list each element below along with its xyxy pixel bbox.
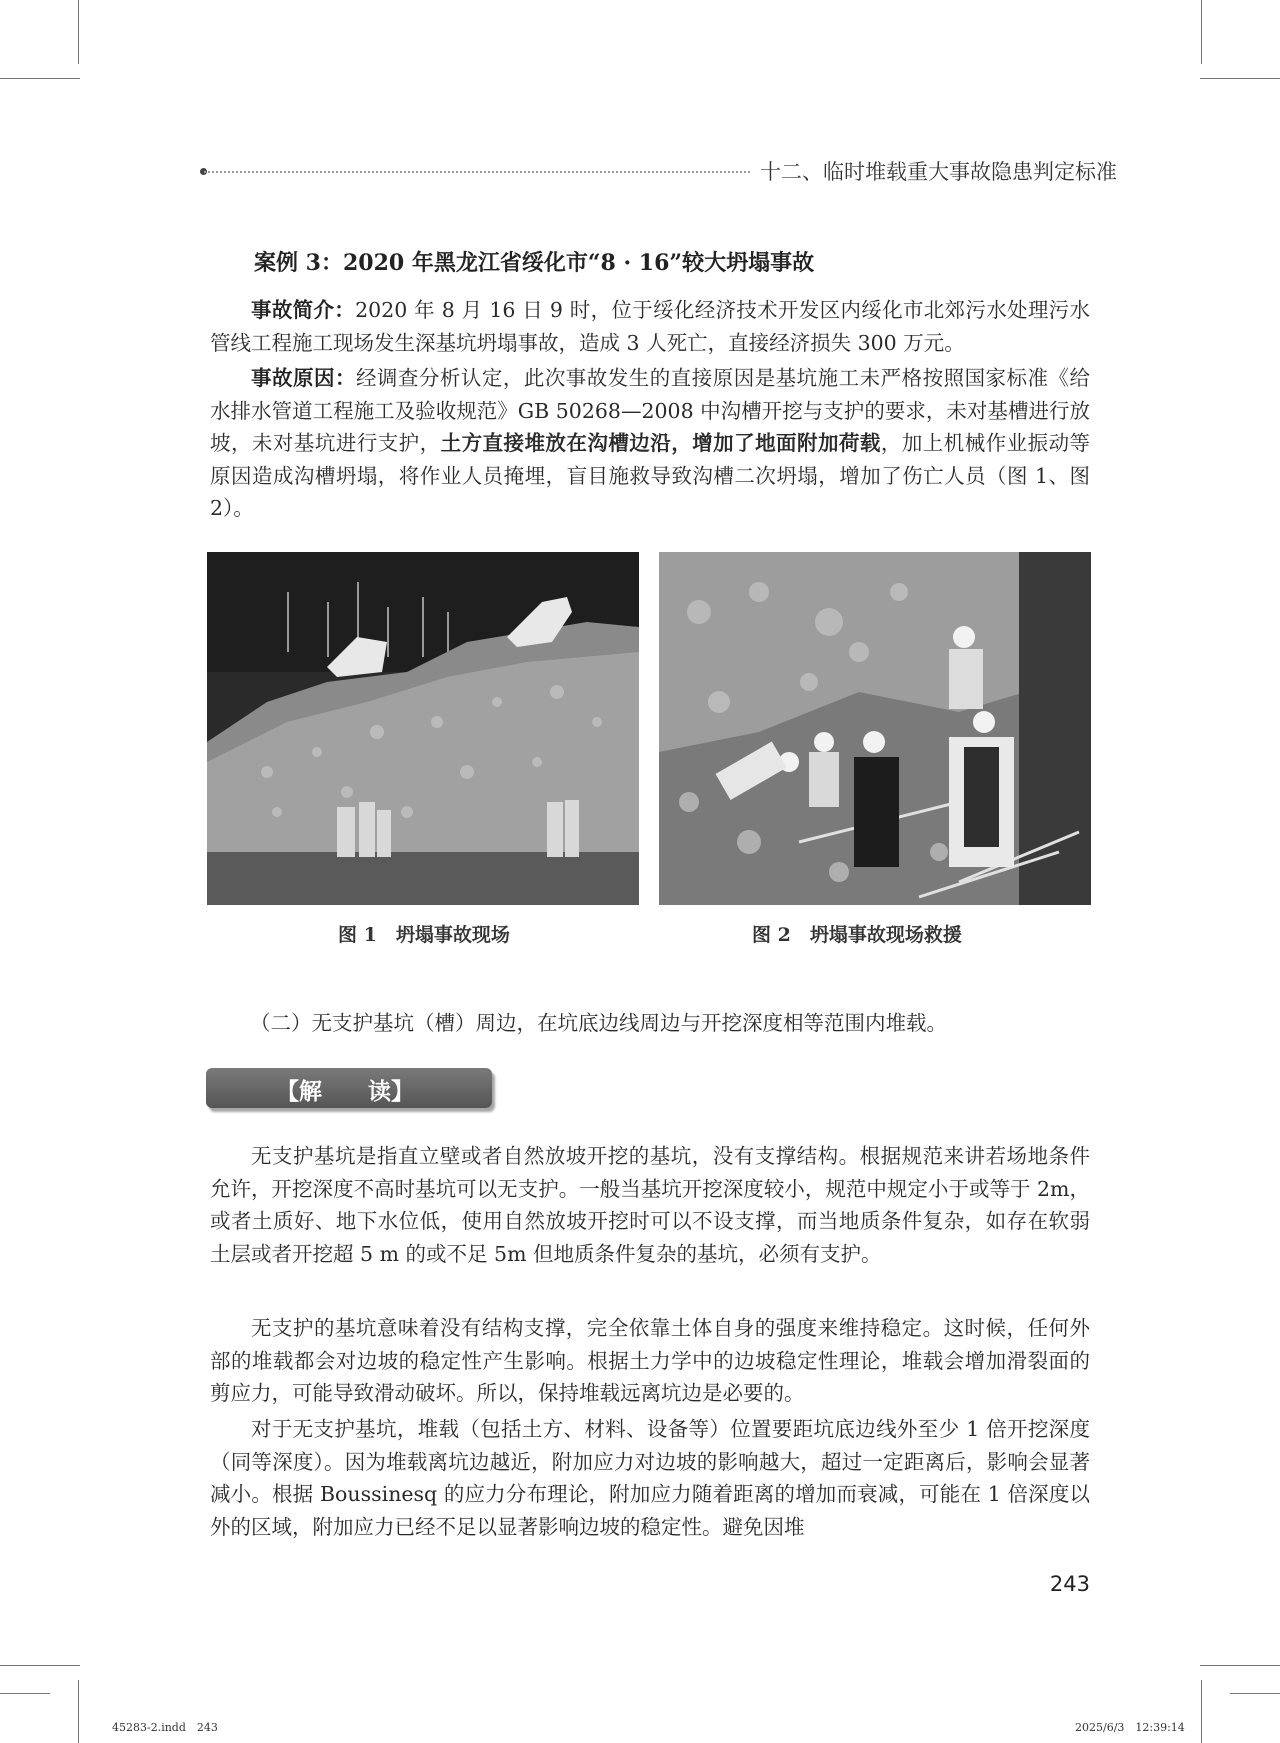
crop-mark (1230, 1693, 1280, 1694)
interpretation-banner (206, 1068, 492, 1108)
case-title: 案例 3：2020 年黑龙江省绥化市“8 · 16”较大坍塌事故 (254, 250, 815, 276)
page-number: 243 (1049, 1572, 1090, 1596)
summary-label: 事故简介： (251, 298, 356, 322)
crop-mark (1201, 0, 1202, 64)
figure-1-photo (207, 552, 639, 905)
case-cause (210, 362, 1090, 525)
cause-text: 经调查分析认定，此次事故发生的直接原因是基坑施工未严格按照国家标准《给水排水管道工程施工及验收规范》GB 50268—2008 中沟槽开挖与支护的要求，未对基槽进行放坡，未对基坑进行支护， (210, 366, 1090, 455)
case-summary (210, 294, 1090, 359)
cause-label: 事故原因： (251, 366, 356, 390)
banner-label: 【解 读】 (276, 1078, 414, 1105)
crop-mark (78, 1680, 79, 1743)
crop-mark (0, 78, 80, 79)
figure-1-caption: 图 1 坍塌事故现场 (338, 924, 510, 946)
crop-mark (0, 1693, 50, 1694)
crop-mark (1200, 1665, 1280, 1666)
cause-text: ，加上机械作业振动等原因造成沟槽坍塌，将作业人员掩埋，盲目施救导致沟槽二次坍塌，增加了伤亡人员（图 1、图 2）。 (210, 431, 1091, 520)
header-rule (204, 171, 750, 173)
body-paragraph: 无支护基坑是指直立壁或者自然放坡开挖的基坑，没有支撑结构。根据规范来讲若场地条件允许，开挖深度不高时基坑可以无支护。一般当基坑开挖深度较小，规范中规定小于或等于 2m，或者土质好、地下水位低，使用自然放坡开挖时可以不设支撑，而当地质条件复杂，如存在软弱土层或者开挖超 5 m 的或不足 5m 但地质条件复杂的基坑，必须有支护。 (210, 1144, 1090, 1266)
cause-separator: ， (671, 431, 693, 455)
footer-timestamp: 2025/6/3 12:39:14 (1075, 1721, 1185, 1734)
cause-emphasis: 增加了地面附加荷载 (692, 431, 881, 455)
body-paragraph: 对于无支护基坑，堆载（包括土方、材料、设备等）位置要距坑底边线外至少 1 倍开挖深度（同等深度）。因为堆载离坑边越近，附加应力对边坡的影响越大，超过一定距离后，影响会显著减小。根据 Boussinesq 的应力分布理论，附加应力随着距离的增加而衰减，可能在 1 倍深度以外的区域，附加应力已经不足以显著影响边坡的稳定性。避免因堆 (210, 1417, 1090, 1539)
crop-mark (1200, 78, 1280, 79)
figure-2-caption: 图 2 坍塌事故现场救援 (752, 924, 962, 946)
summary-text: 2020 年 8 月 16 日 9 时，位于绥化经济技术开发区内绥化市北郊污水处理污水管线工程施工现场发生深基坑坍塌事故，造成 3 人死亡，直接经济损失 300 万元。 (210, 298, 1090, 355)
crop-mark (1201, 1680, 1202, 1743)
crop-mark (0, 1665, 80, 1666)
running-header: 十二、临时堆载重大事故隐患判定标准 (760, 160, 1117, 184)
clause-2: （二）无支护基坑（槽）周边，在坑底边线周边与开挖深度相等范围内堆载。 (250, 1011, 947, 1035)
crop-mark (78, 0, 79, 64)
cause-emphasis: 土方直接堆放在沟槽边沿 (440, 431, 672, 455)
figure-2-photo (659, 552, 1091, 905)
footer-file: 45283-2.indd 243 (112, 1721, 218, 1734)
body-paragraph: 无支护的基坑意味着没有结构支撑，完全依靠土体自身的强度来维持稳定。这时候，任何外部的堆载都会对边坡的稳定性产生影响。根据土力学中的边坡稳定性理论，堆载会增加滑裂面的剪应力，可能导致滑动破坏。所以，保持堆载远离坑边是必要的。 (210, 1316, 1090, 1405)
